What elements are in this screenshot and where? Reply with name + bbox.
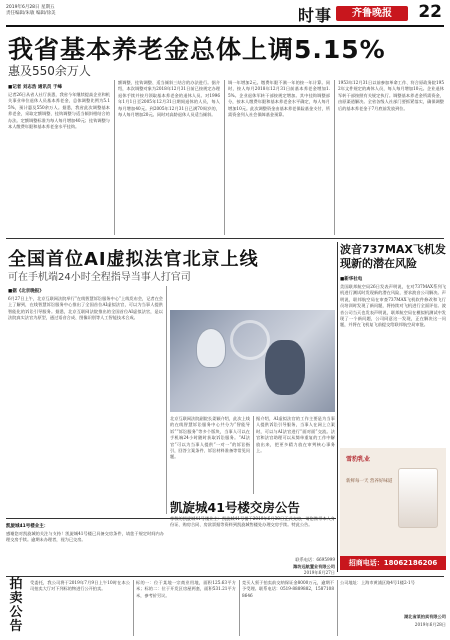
- story2-col3: 据介绍，AI虚拟法官的工作主要是为当事人提供诉讼引导服务，当事人在网上立案时，可以与AI法官进行“面对面”交流。法官和法官助理可以从简单重复的工作中解放出来，把更多精力放在审判核心事务上。: [256, 416, 335, 454]
- page-number: 22: [418, 2, 442, 22]
- story2-col1: 6月27日上午，北京互联网法院举行“在线智慧诉讼服务中心”上线发布会，记者在会上了解到，在线智慧诉讼服务中心推出了全国首位AI虚拟法官，可以为当事人提供智能化的诉讼引导服务。据悉，北京互联网法院推出的全国首位AI虚拟法官，是以法院真实法官为原型，通过语音合成、图像识别等人工智能技术合成。: [8, 296, 163, 321]
- ad-hotline: [340, 556, 446, 570]
- auction-tag: 拍卖公告: [9, 577, 23, 634]
- sidebar-headline: 波音737MAX飞机发现新的潜在风险: [340, 243, 446, 270]
- masthead: [6, 2, 444, 24]
- left-notice-text: 感谢您对凯旋城的关注与支持！凯旋城41号楼已具备交房条件，请您于规定时间内办理交房手续。逾期未办理者，视为已交房。: [6, 531, 164, 543]
- ad-tagline: 新鲜每一天 营养好味道: [346, 479, 393, 484]
- story2-subhead: 可在手机端24小时全程指导当事人打官司: [8, 272, 191, 283]
- column-divider: [253, 416, 254, 494]
- news-photo: [170, 310, 335, 412]
- column-divider: [239, 580, 240, 636]
- column-divider: [224, 80, 225, 235]
- auction-text-2: 标的一：位于某地一宗商业用地，面积125.63平方米；标的二：位于开发区房屋两套，面积531.21平方米，参考价另议。: [136, 580, 236, 598]
- date-line: [6, 5, 55, 17]
- column-divider: [337, 580, 338, 636]
- dairy-ad: [340, 448, 446, 558]
- story3-contact: 联系电话：6695999: [295, 557, 335, 562]
- story2-headline: 全国首位AI虚拟法官北京上线: [8, 249, 259, 270]
- date: 2019年6月28日 星期五: [6, 5, 55, 10]
- column-divider: [334, 80, 335, 235]
- ad-product-image: [398, 468, 438, 528]
- story1-headline: 我省基本养老金总体上调5.15%: [8, 35, 386, 64]
- masthead-rule: [6, 25, 444, 27]
- story3-date: 2019年6月27日: [303, 570, 335, 575]
- hotline-number: 18062186206: [383, 559, 438, 567]
- left-notice-caption: 凯旋城41号楼业主：: [6, 524, 49, 529]
- story1-col2: 额调整、挂钩调整、适当倾斜三结合的办法进行。据介绍，本次调整对象为2018年12月31日前已按规定办理退休手续并按月领取基本养老金的退休人员。对1996年1月1日至2005年12月31日期间退休的人员，每人每月增加40元。到2005年12月31日已满70周岁的，每人每月增加20元。同时对高龄退休人员适当倾斜。: [118, 80, 220, 118]
- auction-rule: [6, 576, 444, 577]
- auction-text-1: 受委托，我公司将于2019年7月9日上午10时在本公司拍卖大厅对下列标的物进行公开拍卖。: [30, 580, 130, 592]
- brand-logo: 齐鲁晚报: [336, 6, 408, 21]
- story1-subhead: 惠及550余万人: [8, 64, 91, 78]
- column-divider: [166, 286, 167, 514]
- story1-col3: 调一年增加2元。缴费年限不满一年的按一年计算。同时，按人每月2018年12月31日前基本养老金增加1.5%。企业退休军转干部按规定增加。其中挂钩调整部分，按本人缴费年限和基本养老金水平确定，每人每月增加10元。此次调整资金由基本养老保险基金支付，所需资金列入社会保障基金预算。: [228, 80, 330, 118]
- column-divider: [114, 80, 115, 235]
- section-title: 时事: [297, 6, 332, 25]
- sidebar-byline: ■新华社电: [340, 277, 363, 282]
- story1-col4: 1953年12月31日以前参加革命工作、符合原政务院1952年文件规定的离休人员，每人每月增加10元。企业退休军转干部按照有关规定执行。调整基本养老金所需资金，由原渠道解决。全省各级人社部门要抓紧落实，确保调整后的基本养老金于7月底前发放到位。: [338, 80, 444, 111]
- auction-date: 2019年6月28日: [414, 622, 446, 627]
- story2-col2: 北京互联网法院副院长姜颖介绍，此次上线的在线智慧诉讼服务中心共分为“智能导诉”“诉讼服务”等多个版块，当事人可以在手机端24小时随时获取诉讼服务。“AI法官”可以为当事人提供“一对一”的诉讼指引，回答立案条件、诉讼材料准备等常见问题。: [170, 416, 250, 460]
- sidebar-text: 美国联邦航空局26日发表声明说，在对737MAX系列飞机进行测试时发现新的潜在风险，要求波音公司解决。声明说，联邦航空局在审查737MAX飞机软件修改和飞行员培训时发现了新问题，将持续对飞机进行全面评估。波音公司当天也发表声明说，联邦航空局在模拟机测试中发现了一个新问题，公司同意这一发现，正在解决这一问题，并将在飞机复飞前提交给联邦航空局审批。: [340, 284, 446, 328]
- photo-decoration: [230, 320, 270, 360]
- ad-brand: 雪豹乳业: [346, 456, 371, 463]
- sidebar-divider: [337, 242, 338, 572]
- photo-figure: [196, 328, 226, 368]
- story1-byline: ■记者 刘志浩 通讯员 于峰: [8, 85, 62, 90]
- column-divider: [133, 580, 134, 636]
- story3-signer: 潍坊远航置业有限公司: [293, 564, 335, 569]
- story1-col1: 记者26日从省人社厅获悉，我省今年继续提高企业和机关事业单位退休人员基本养老金，总体调整比例为5.15%，预计惠及550余万人。据悉，我省此次调整基本养老金，采取定额调整、挂钩调整与适当倾斜相结合的办法。定额调整标准为每人每月增加40元；挂钩调整与本人缴费年限和基本养老金水平挂钩。: [8, 92, 110, 130]
- auction-text-3: 竞买人须于拍卖前交纳保证金8000万元，逾期不予受理。联系电话：0519-8889882，15871088646: [242, 580, 334, 598]
- auction-text-4: 公司地址：上海市黄浦区路4号1楼2-1号: [340, 580, 415, 585]
- editor-line: 责任编辑/朱敏 编辑/徐美: [6, 11, 56, 16]
- story3-headline: 凯旋城41号楼交房公告: [170, 500, 300, 515]
- story-divider: [6, 238, 444, 239]
- story2-byline: ■据《北京晚报》: [8, 289, 44, 294]
- hotline-label: 招商电话：: [348, 559, 384, 567]
- auction-signer: 湖北省某拍卖有限公司: [404, 614, 446, 619]
- story3-text: 尊敬的凯旋城41号楼业主：凯旋城41号楼于2019年6月30日正式交房，请您携带本人身份证、购房合同、房款票据等资料到凯旋城售楼处办理交房手续。特此公告。: [170, 516, 335, 528]
- photo-figure: [265, 340, 305, 395]
